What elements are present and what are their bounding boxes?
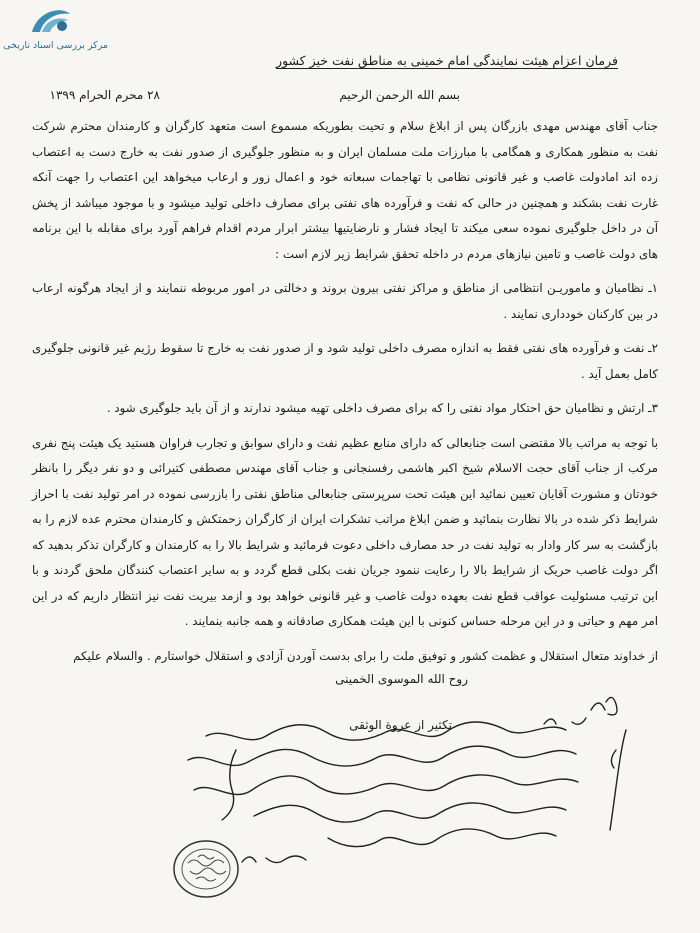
signature-name: روح الله الموسوی الخمینی bbox=[335, 672, 468, 686]
instruction-paragraph: با توجه به مراتب بالا مقتضی است جنابعالی که دارای منابع عظیم نفت و دارای سوابق و تجارب فراوان هستید یک هیئت پنج نفری مرکب از جناب آقای حجت الاسلام شیخ اکبر هاشمی رفسنجانی و جناب آقای مهندس مصطفی کتیرائی و دو نفر دیگر را بانظر خودتان و مشورت آقایان تعیین نمائید این هیئت تحت سرپرستی جنابعالی مناطق نفتی را بازرسی نموده در امر تولید نفت با احراز شرایط ذکر شده در بالا نظارت بنمائید و ضمن ابلاغ مراتب تشکرات ایران از کارگران زحمتکش و کارمندان محترم عده لازم را به بازگشت به سر کار وادار به تولید نفت در حد مصارف داخلی دعوت فرمائید و شرایط بالا را به کارمندان و کارگران تذکر بدهید که اگر دولت غاصب حریک از شرایط بالا را رعایت ننمود جریان نفت بکلی قطع گردد و به سایر اعتصاب کنندگان ملحق گردند و با این ترتیب مسئولیت عواقب قطع نفت بعهده دولت غاصب و غیر قانونی خواهد بود و ازمد بیریت نفت نیز انتظار داریم که در این امر مهم و حیاتی و در این مرحله حساس کنونی با این هیئت همکاری صادقانه و همه جانبه بنمایند . bbox=[32, 435, 658, 628]
copy-source-title: تکثیر از عروة الوثقی bbox=[349, 718, 452, 732]
archive-logo-text: مرکز بررسی اسناد تاریخی bbox=[3, 40, 108, 51]
ink-seal-stamp bbox=[170, 837, 242, 901]
document-title bbox=[276, 52, 618, 70]
logo-emblem-icon bbox=[28, 6, 74, 36]
condition-item-1: ۱ـ نظامیان و ماموریـن انتظامی از مناطق و مراکز نفتی بیرون بروند و دخالتی در امور مربوطه ننمایند و از ایجاد هرگونه ارعاب در بین کارکنان خودداری نمایند . bbox=[32, 281, 658, 321]
opening-paragraph: جناب آقای مهندس مهدی بازرگان پس از ابلاغ سلام و تحیت بطوریکه مسموع است متعهد کارگران و کارمندان محترم شرکت نفت به منظور همکاری و همگامی با مبارزات ملت مسلمان ایران و به منظور جلوگیری از صدور نفت به خارج دست به اعتصاب زده اند امادولت غاصب و غیر قانونی نظامی با تهاجمات سبعانه خود و اعمال زور و ارعاب میخواهد این اعتصاب را جهت آنکه غارت نفت بشکند و همچنین در حالی که نفت و فرآورده های نفتی برای مصارف داخلی تولید میشود و با موجود میباشد از پخش آن در داخل جلوگیری نموده سعی میکند تا ایجاد فشار و نارضایتیها بیشتر ابرار مردم اقدام فراهم آورد برای مقابله با این برنامه های دولت غاصب و تامین نیازهای مردم در داخله تحقق شرایط زیر لازم است : bbox=[32, 119, 658, 261]
letter-body bbox=[32, 114, 658, 669]
condition-item-2: ۲ـ نفت و فرآورده های نفتی فقط به اندازه مصرف داخلی تولید شود و از صدور نفت به خارج تا سقوط رژیم غیر قانونی جلوگیری کامل بعمل آید . bbox=[32, 341, 658, 381]
document-date: ۲۸ محرم الحرام ۱۳۹۹ bbox=[49, 88, 160, 102]
archive-logo bbox=[4, 4, 108, 58]
bismillah: بسم الله الرحمن الرحیم bbox=[339, 88, 460, 102]
closing-paragraph: از خداوند متعال استقلال و عظمت کشور و توفیق ملت را برای بدست آوردن آزادی و استقلال خواستارم . والسلام علیکم bbox=[73, 648, 658, 663]
condition-item-3: ۳ـ ارتش و نظامیان حق احتکار مواد نفتی را که برای مصرف داخلی تهیه میشود ندارند و از آن باید جلوگیری شود . bbox=[106, 401, 658, 415]
document-title-text: فرمان اعزام هیئت نمایندگی امام خمینی به مناطق نفت خیز کشور bbox=[276, 53, 618, 68]
